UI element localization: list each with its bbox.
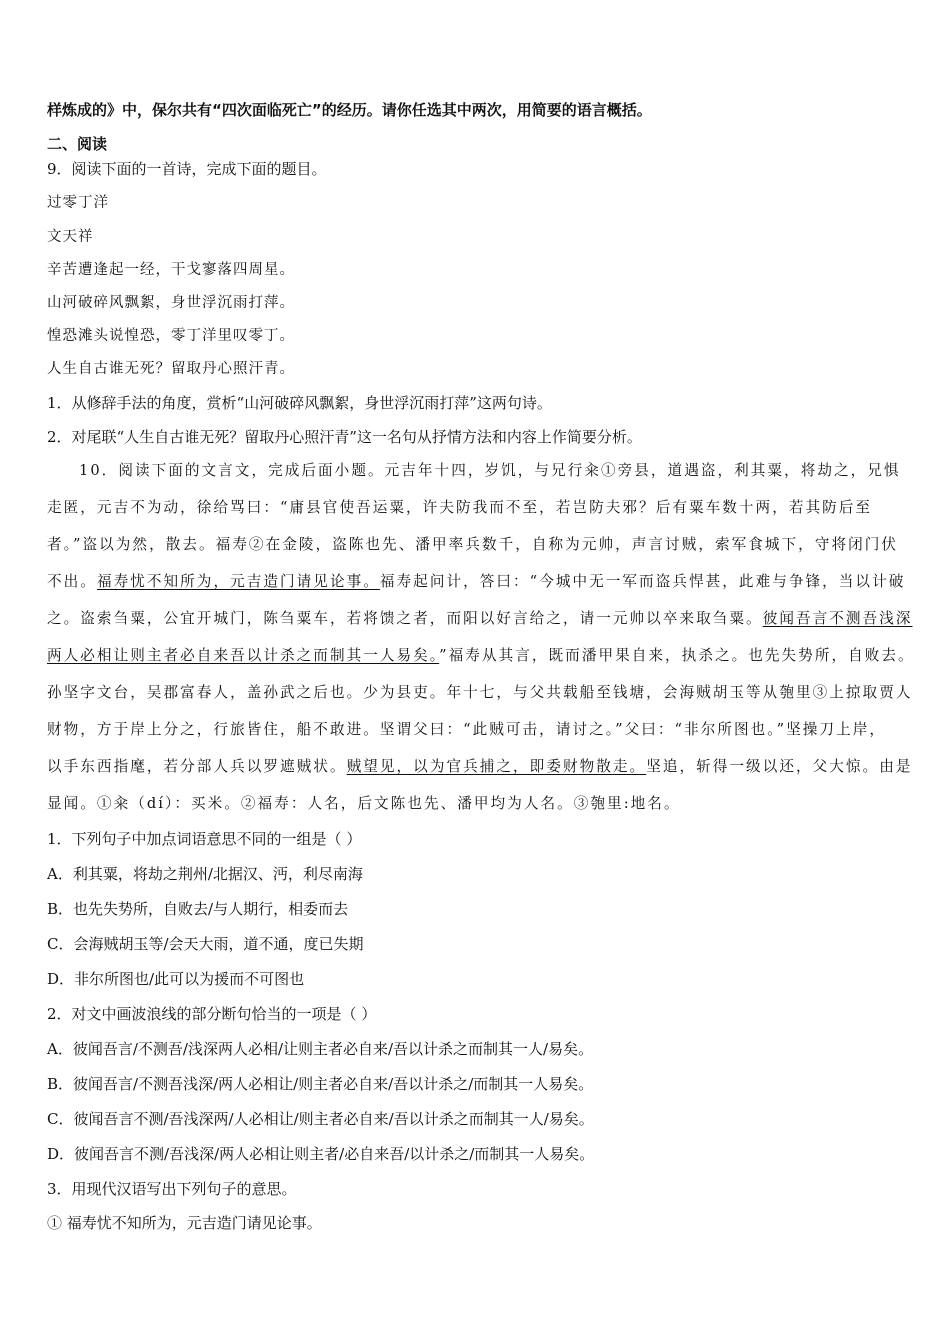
subq1-option-c: C．会海贼胡玉等/会天大雨，道不通，度已失期 (47, 935, 364, 953)
q9-prompt: 9．阅读下面的一首诗，完成下面的题目。 (47, 160, 327, 178)
subq3-stem: 3．用现代汉语写出下列句子的意思。 (47, 1180, 297, 1198)
wavy-underlined-text: 两人必相让则主者必自来吾以计杀之而制其一人易矣。 (47, 647, 440, 664)
poem-line: 惶恐滩头说惶恐，零丁洋里叹零丁。 (47, 328, 295, 344)
passage-line: 10．阅读下面的文言文，完成后面小题。元吉年十四，岁饥，与兄行籴①旁县，道遇盗，利其粟，将劫之，兄惧 (79, 462, 901, 479)
subq1-option-d: D．非尔所图也/此可以为援而不可图也 (47, 970, 305, 988)
section-heading: 二、阅读 (47, 135, 108, 153)
underlined-sentence: 贼望见，以为官兵捕之，即委财物散走。 (346, 758, 647, 775)
poem-line: 人生自古谁无死？留取丹心照汗青。 (47, 361, 295, 377)
passage-notes: 显闻。①籴（dí）：买米。②福寿：人名，后文陈也先、潘甲均为人名。③匏里:地名。 (47, 795, 681, 812)
q9-sub2: 2．对尾联“人生自古谁无死？留取丹心照汗青”这一名句从抒情方法和内容上作简要分析。 (47, 428, 642, 446)
passage-line (47, 756, 920, 778)
subq2-option-d: D．彼闻吾言不测/吾浅深/两人必相让则主者/必自来吾/以计杀之/而制其一人易矣。 (47, 1145, 595, 1163)
underlined-sentence: 福寿忧不知所为，元吉造门请见论事。 (96, 573, 380, 590)
poem-line: 辛苦遭逢起一经，干戈寥落四周星。 (47, 262, 295, 278)
subq2-option-a: A．彼闻吾言/不测吾/浅深两人必相/让则主者必自来/吾以计杀之而制其一人/易矣。 (47, 1040, 594, 1058)
passage-text: 坚追，斩得一级以还，父大惊。由是 (646, 758, 913, 775)
passage-line: 走匿，元吉不为动，徐给骂曰：“庸县官使吾运粟，许夫防我而不至，若岂防夫邪？后有粟车数十两，若其防后至 (47, 499, 873, 516)
passage-line (47, 608, 920, 630)
passage-text: 福寿起问计，答曰：“今城中无一军而盗兵悍甚，此难与争锋，当以计破 (379, 573, 906, 590)
subq1-option-a: A．利其粟，将劫之荆州/北据汉、沔，利尽南海 (47, 865, 363, 883)
passage-text: 之。盗索刍粟，公宜开城门，陈刍粟车，若将馈之者，而阳以好言给之，请一元帅以卒来取刍粟。 (47, 610, 763, 627)
subq1-option-b: B．也先失势所，自败去/与人期行，相委而去 (47, 900, 349, 918)
subq3-item1: ① 福寿忧不知所为，元吉造门请见论事。 (47, 1214, 322, 1232)
poem-line: 山河破碎风飘絮，身世浮沉雨打萍。 (47, 295, 295, 311)
poem-author: 文天祥 (47, 229, 94, 245)
subq2-option-b: B．彼闻吾言/不测吾浅深/两人必相让/则主者必自来/吾以计杀之/而制其一人易矣。 (47, 1075, 594, 1093)
passage-text: 不出。 (47, 573, 97, 590)
poem-title: 过零丁洋 (47, 195, 109, 211)
subq2-option-c: C．彼闻吾言不测/吾浅深两/人必相让/则主者必自来/吾以计杀之而制其一人/易矣。 (47, 1110, 594, 1128)
passage-text: 以手东西指麾，若分部人兵以罗遮贼状。 (47, 758, 347, 775)
passage-line: 财物，方于岸上分之，行旅皆住，船不敢进。坚谓父曰：“此贼可击，请讨之。”父曰：“非尔所图也。”坚操刀上岸， (47, 721, 886, 738)
passage-text: ”福寿从其言，既而潘甲果自来，执杀之。也先失势所，自败去。 (439, 647, 915, 664)
passage-line: 孙坚字文台，吴郡富春人，盖孙武之后也。少为县吏。年十七，与父共载船至钱塘，会海贼胡玉等从匏里③上掠取贾人 (47, 684, 913, 701)
subq1-stem: 1．下列句子中加点词语意思不同的一组是（ ） (47, 830, 362, 848)
passage-line: 者。”盗以为然，散去。福寿②在金陵，盗陈也先、潘甲率兵数千，自称为元帅，声言讨贼，索军食城下，守将闭门伏 (47, 536, 899, 553)
subq2-stem: 2．对文中画波浪线的部分断句恰当的一项是（ ） (47, 1005, 377, 1023)
passage-line (47, 645, 920, 667)
q9-sub1: 1．从修辞手法的角度，赏析“山河破碎风飘絮，身世浮沉雨打萍”这两句诗。 (47, 394, 552, 412)
wavy-underlined-text: 彼闻吾言不测吾浅深 (762, 610, 913, 627)
intro-line: 样炼成的》中，保尔共有“四次面临死亡”的经历。请你任选其中两次，用简要的语言概括。 (47, 101, 652, 119)
passage-line (47, 571, 920, 593)
